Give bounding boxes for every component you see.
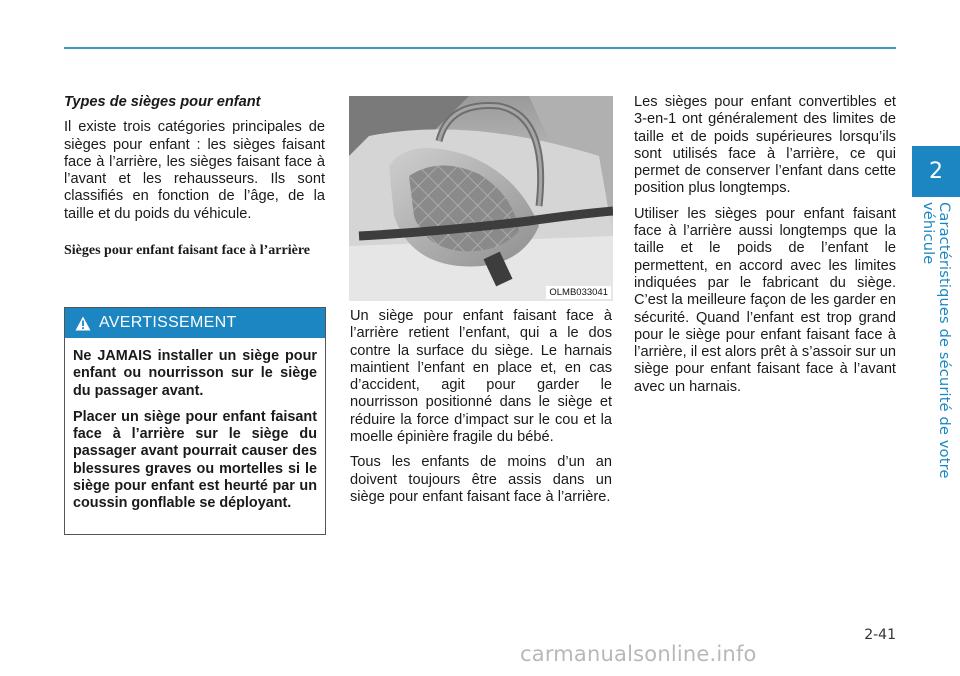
chapter-title: Caractéristiques de sécurité de votre véhicule: [920, 202, 952, 479]
middle-paragraph-2: Tous les enfants de moins d’un an doivent toujours être assis dans un siège pour enfant faisant face à l’arrière.: [350, 454, 612, 505]
car-seat-photo: [349, 96, 613, 301]
warning-header: [65, 308, 325, 338]
warning-triangle-icon: [75, 316, 91, 331]
warning-title: AVERTISSEMENT: [99, 314, 237, 331]
warning-body: [65, 338, 325, 513]
warning-box: [64, 307, 326, 535]
left-column: [64, 94, 325, 260]
middle-paragraph-1: Un siège pour enfant faisant face à l’arrière retient l’enfant, qui a le dos contre la surface du siège. Le harnais maintient l’enfant en place et, en cas d’accident, agit pour garder le nourrisson positionné dans le siège et réduire la force d’impact sur le cou et la moelle épinière fragile du bébé.: [350, 308, 612, 446]
right-paragraph-2: Utiliser les sièges pour enfant faisant face à l’arrière aussi longtemps que la taille et le poids de l’enfant le permettent, en accord avec les limites indiquées par le fabricant du siège. C’est la meilleure façon de les garder en sécurité. Quand l’enfant est trop grand pour le siège pour enfant faisant face à l’arrière, il est alors prêt à s’assoir sur un siège pour enfant faisant face à l’avant avec un harnais.: [634, 205, 896, 395]
middle-column: [350, 308, 612, 514]
header-rule: [64, 47, 896, 49]
chapter-tab: [912, 146, 960, 197]
intro-paragraph: Il existe trois catégories principales de sièges pour enfant : les sièges faisant face à l’arrière, les sièges faisant face à l’avant et les rehausseurs. Ils sont classifiés en fonction de l’âge, de la taille et du poids du véhicule.: [64, 119, 325, 222]
page-number: 2-41: [864, 627, 896, 643]
right-column: [634, 94, 896, 404]
section-title: Types de sièges pour enfant: [64, 94, 261, 110]
figure-code: OLMB033041: [546, 286, 611, 299]
subsection-title: Sièges pour enfant faisant face à l’arrière: [64, 243, 310, 259]
infant-car-seat-illustration: [349, 96, 613, 301]
watermark: carmanualsonline.info: [520, 642, 757, 666]
warning-paragraph-2: Placer un siège pour enfant faisant face à l’arrière sur le siège du passager avant pourrait causer des blessures graves ou mortelles si le siège pour enfant est heurté par un coussin gonflable se déployant.: [73, 408, 317, 512]
right-paragraph-1: Les sièges pour enfant convertibles et 3-en-1 ont généralement des limites de taille et de poids supérieures lorsqu’ils sont utilisés face à l’arrière, ce qui permet de conserver l’enfant dans cette position plus longtemps.: [634, 94, 896, 197]
warning-paragraph-1: Ne JAMAIS installer un siège pour enfant ou nourrisson sur le siège du passager avant.: [73, 348, 317, 399]
chapter-number: 2: [929, 159, 943, 184]
